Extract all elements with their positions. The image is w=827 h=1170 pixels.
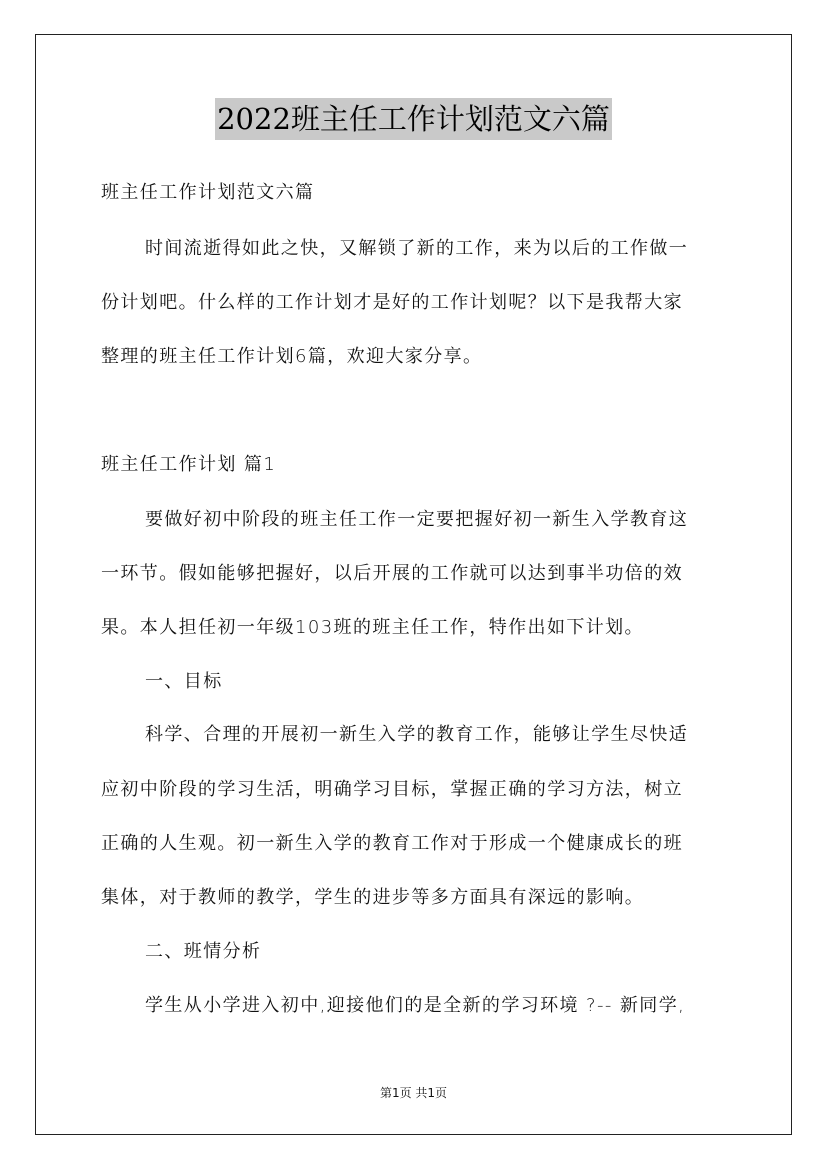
paragraph-line: 集体，对于教师的教学，学生的进步等多方面具有深远的影响。 <box>101 887 645 908</box>
paragraph-line: 正确的人生观。初一新生入学的教育工作对于形成一个健康成长的班 <box>101 833 683 854</box>
intro-line: 份计划吧。什么样的工作计划才是好的工作计划呢？以下是我帮大家 <box>101 292 683 313</box>
paragraph-line: 学生从小学进入初中,迎接他们的是全新的学习环境 ?-- 新同学, <box>145 995 686 1016</box>
paragraph-line: 科学、合理的开展初一新生入学的教育工作，能够让学生尽快适 <box>145 724 689 745</box>
document-title: 2022班主任工作计划范文六篇 <box>215 98 612 140</box>
title-container <box>0 98 827 140</box>
intro-line: 整理的班主任工作计划6篇，欢迎大家分享。 <box>101 346 483 367</box>
paragraph-line: 应初中阶段的学习生活，明确学习目标，掌握正确的学习方法，树立 <box>101 779 683 800</box>
paragraph-line: 要做好初中阶段的班主任工作一定要把握好初一新生入学教育这 <box>145 509 689 530</box>
intro-line: 时间流逝得如此之快，又解锁了新的工作，来为以后的工作做一 <box>145 238 689 259</box>
document-subtitle: 班主任工作计划范文六篇 <box>101 182 315 203</box>
paragraph-line: 一环节。假如能够把握好，以后开展的工作就可以达到事半功倍的效 <box>101 563 683 584</box>
analysis-heading: 二、班情分析 <box>145 941 262 962</box>
goal-heading: 一、目标 <box>145 671 223 692</box>
paragraph-line: 果。本人担任初一年级103班的班主任工作，特作出如下计划。 <box>101 617 644 638</box>
page-footer: 第1页 共1页 <box>379 1086 448 1100</box>
section-heading: 班主任工作计划 篇1 <box>101 454 277 475</box>
